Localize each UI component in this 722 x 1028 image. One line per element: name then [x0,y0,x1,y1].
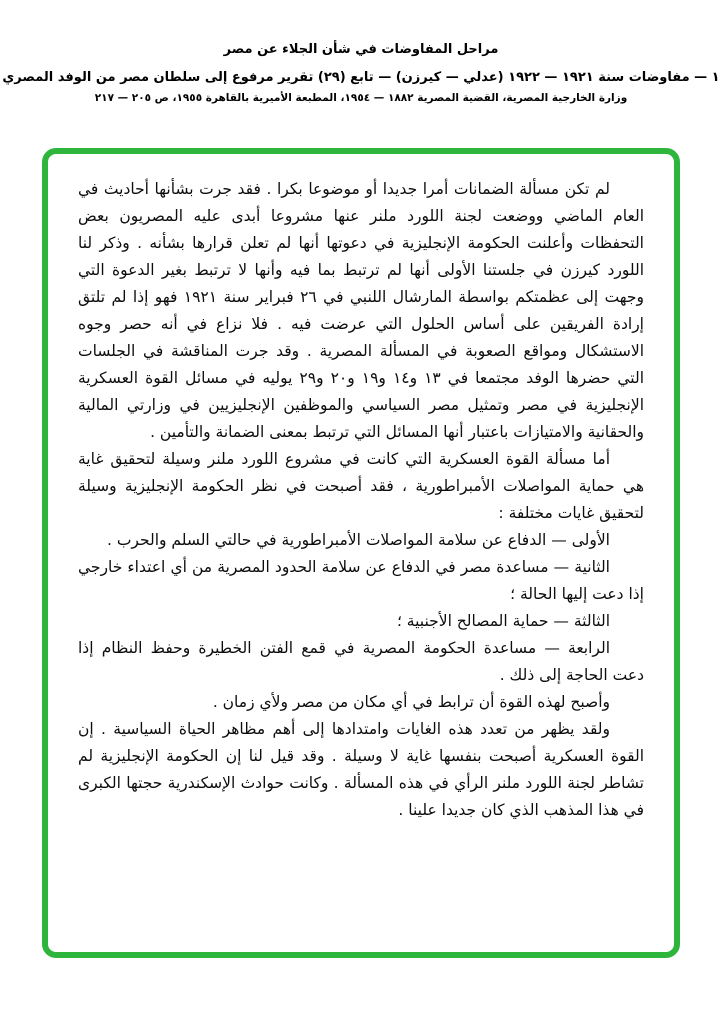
paragraph: الرابعة — مساعدة الحكومة المصرية في قمع الفتن الخطيرة وحفظ النظام إذا دعت الحاجة إلى ذلك . [78,639,644,684]
paragraph: ولقد يظهر من تعدد هذه الغايات وامتدادها إلى أهم مظاهر الحياة السياسية . إن القوة العسكرية أصبحت بنفسها غاية لا وسيلة . وقد قيل لنا إن الحكومة الإنجليزية لم تشاطر لجنة اللورد ملنر الرأي في هذه المسألة . وكانت حوادث الإسكندرية حجتها الكبرى في هذا المذهب الذي كان جديدا علينا . [78,720,644,819]
document-body [48,154,674,824]
document-header [0,0,722,104]
paragraph: وأصبح لهذه القوة أن ترابط في أي مكان من مصر ولأي زمان . [212,693,610,711]
paragraph: الثانية — مساعدة مصر في الدفاع عن سلامة الحدود المصرية من أي اعتداء خارجي إذا دعت إليها الحالة ؛ [78,558,644,603]
paragraph: الثالثة — حماية المصالح الأجنبية ؛ [396,612,610,630]
document-subtitle: ١ — مفاوضات سنة ١٩٢١ — ١٩٢٢ (عدلي — كيرزن) — تابع (٢٩) تقرير مرفوع إلى سلطان مصر من الوفد المصري [2,70,720,85]
paragraph: الأولى — الدفاع عن سلامة المواصلات الأمبراطورية في حالتي السلم والحرب . [106,531,610,549]
paragraph: لم تكن مسألة الضمانات أمرا جديدا أو موضوعا بكرا . فقد جرت بشأنها أحاديث في العام الماضي ووضعت لجنة اللورد ملنر عنها مشروعا أبدى عليه المصريون بعض التحفظات وأعلنت الحكومة الإنجليزية في دعوتها أنها لم تعلن قرارها بشأنه . وذكر لنا اللورد كيرزن في جلستنا الأولى أنها لم ترتبط بما فيه وأنها لا ترتبط بغير الدعوة التي وجهت إلى عظمتكم بواسطة المارشال اللنبي في ٢٦ فبراير سنة ١٩٢١ فهو إذا لم تلتق إرادة الفريقين على أساس الحلول التي عرضت فيه . فلا نزاع في أنه حصر وجوه الاستشكال ومواقع الصعوبة في المسألة المصرية . وقد جرت المناقشة في الجلسات التي حضرها الوفد مجتمعا في ١٣ و١٤ و١٩ و٢٠ و٢٩ يوليه في مسائل القوة العسكرية الإنجليزية في مصر وتمثيل مصر السياسي والموظفين الإنجليزيين في وزارتي المالية والحقانية والامتيازات باعتبار أنها المسائل التي ترتبط بمعنى الضمانة والتأمين . [78,180,645,441]
document-frame [42,148,680,958]
page-title: مراحل المفاوضات في شأن الجلاء عن مصر [223,42,499,57]
document-source-citation: وزارة الخارجية المصرية، القضية المصرية ١٨٨٢ — ١٩٥٤، المطبعة الأميرية بالقاهرة ١٩٥٥، ص ٢٠٥ — ٢١٧ [94,92,628,104]
paragraph: أما مسألة القوة العسكرية التي كانت في مشروع اللورد ملنر وسيلة لتحقيق غاية هي حماية المواصلات الأمبراطورية ، فقد أصبحت في نظر الحكومة الإنجليزية وسيلة لتحقيق غايات مختلفة : [78,450,644,522]
